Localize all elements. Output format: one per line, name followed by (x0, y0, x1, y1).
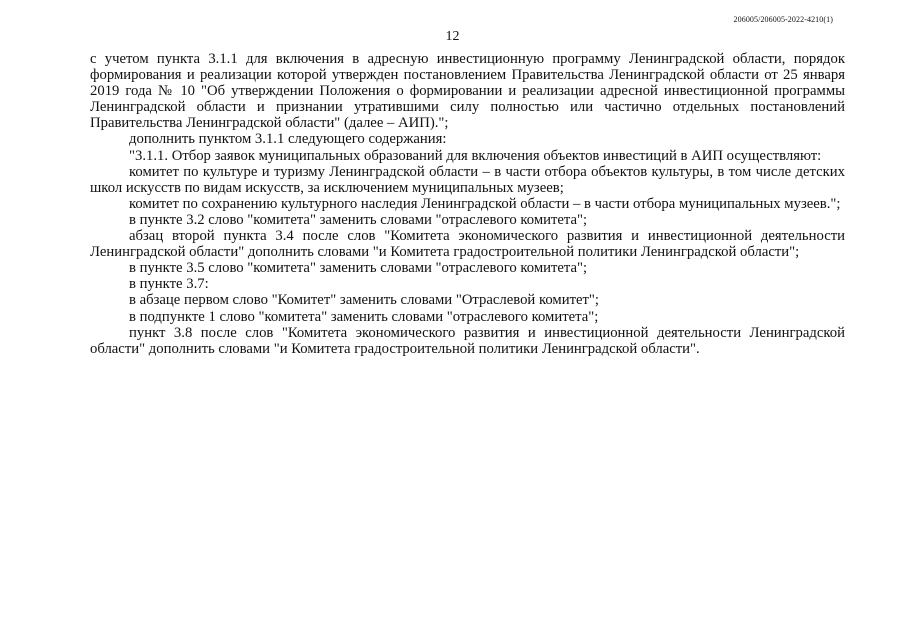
page-number: 12 (445, 29, 460, 44)
paragraph: комитет по культуре и туризму Ленинградской области – в части отбора объектов культуры, в том числе детских школ искусств по видам искусств, за исключением муниципальных музеев; (90, 163, 845, 196)
paragraph: с учетом пункта 3.1.1 для включения в адресную инвестиционную программу Ленинградской области, порядок формирования и реализации которой утвержден постановлением Правительства Ленинградской области от 25 января 2019 года № 10 "Об утверждении Положения о формировании и реализации адресной инвестиционной программы Ленинградской области и признании утратившими силу полностью или частично отдельных постановлений Правительства Ленинградской области" (далее – АИП)."; (90, 51, 845, 132)
paragraph: комитет по сохранению культурного наследия Ленинградской области – в части отбора муниципальных музеев."; (129, 195, 841, 212)
paragraph: в пункте 3.7: (129, 276, 209, 293)
document-id: 206005/206005-2022-4210(1) (733, 15, 833, 24)
paragraph: "3.1.1. Отбор заявок муниципальных образований для включения объектов инвестиций в АИП осуществляют: (129, 147, 822, 164)
paragraph: дополнить пунктом 3.1.1 следующего содержания: (129, 131, 447, 148)
paragraph: в пункте 3.5 слово "комитета" заменить словами "отраслевого комитета"; (129, 260, 588, 277)
paragraph: в подпункте 1 слово "комитета" заменить словами "отраслевого комитета"; (129, 308, 599, 325)
paragraph: пункт 3.8 после слов "Комитета экономического развития и инвестиционной деятельности Ленинградской области" дополнить словами "и Комитета градостроительной политики Ленинградской области". (90, 324, 845, 357)
document-body (90, 51, 845, 357)
paragraph: в абзаце первом слово "Комитет" заменить словами "Отраслевой комитет"; (129, 292, 600, 309)
paragraph: в пункте 3.2 слово "комитета" заменить словами "отраслевого комитета"; (129, 211, 588, 228)
paragraph: абзац второй пункта 3.4 после слов "Комитета экономического развития и инвестиционной деятельности Ленинградской области" дополнить словами "и Комитета градостроительной политики Ленинградской области"; (90, 228, 845, 261)
